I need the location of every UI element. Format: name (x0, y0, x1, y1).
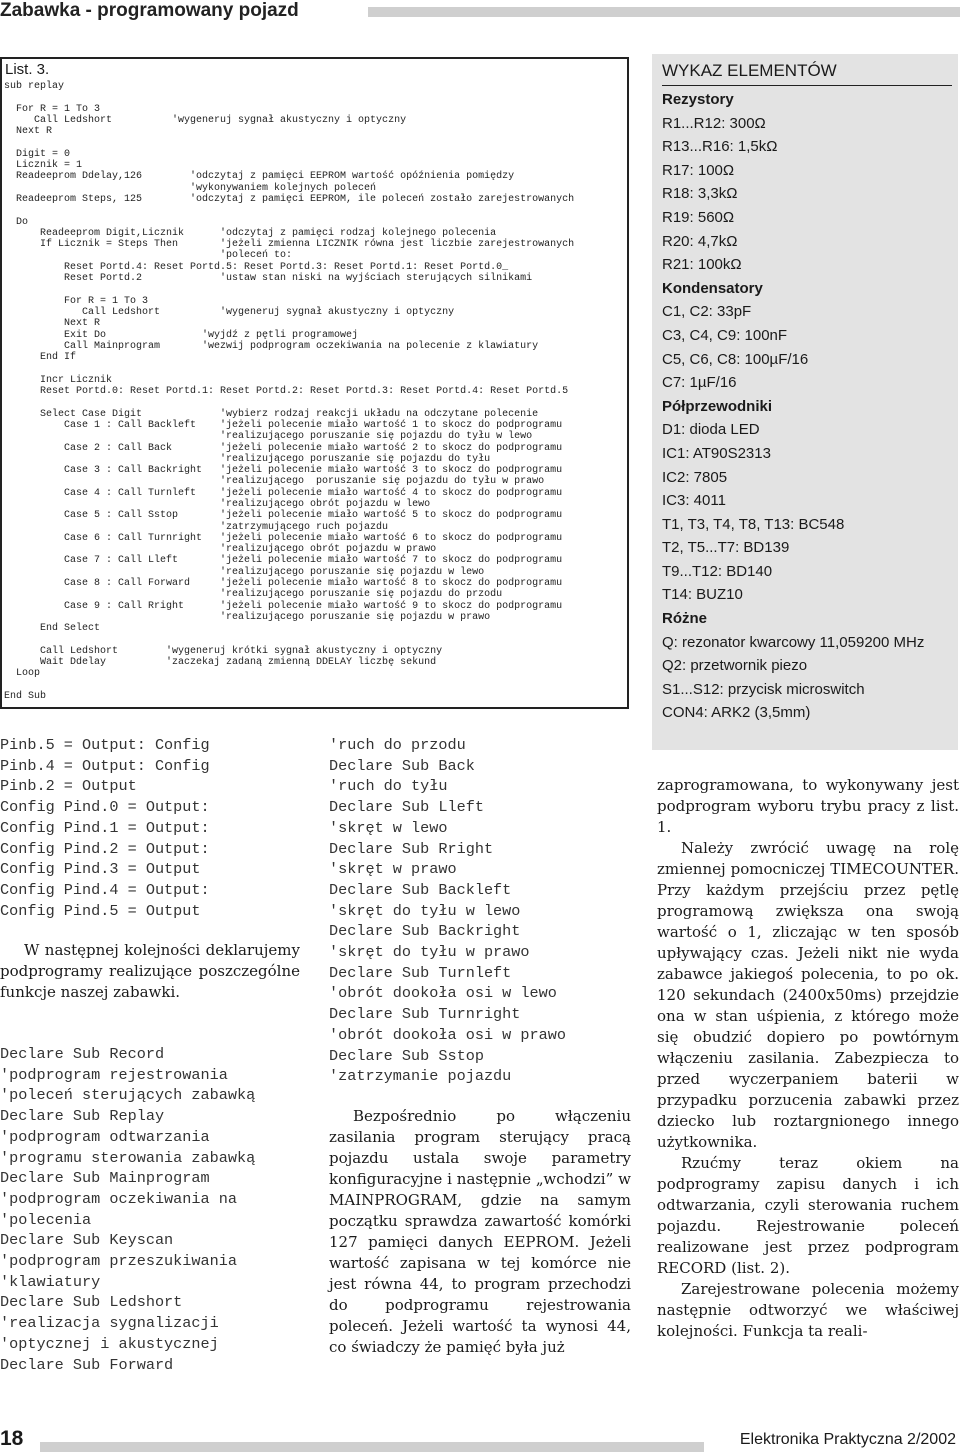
code-line: Declare Sub Sstop (329, 1046, 484, 1065)
code-line: 'skręt do tyłu w lewo (329, 901, 521, 920)
col1-config-code (0, 735, 210, 921)
parts-item: C7: 1µF/16 (662, 374, 737, 392)
code-line: 'podprogram odtwarzania (0, 1127, 210, 1146)
code-line: Pinb.4 = Output: Config (0, 756, 210, 775)
parts-item: R20: 4,7kΩ (662, 232, 738, 250)
col2-prose (329, 1106, 631, 1358)
code-line: 'skręt w lewo (329, 818, 448, 837)
parts-item: R21: 100kΩ (662, 256, 742, 274)
parts-list-rule (662, 85, 952, 86)
paragraph: Należy zwrócić uwagę na rolę zmiennej pomocniczej TIMECOUNTER. Przy każdym przejściu przez pętlę programową zwiększa ona swoją wartość o 1, zliczając w ten sposób upływający czas. Jeżeli nikt nie wyda zabawce jakiegoś polecenia, to po ok. 120 sekundach (2400x50ms) przejdzie ona w stan uśpienia, z którego może się obudzić dopiero po powtórnym włączeniu zasilania. Zabezpiecza to przed wyczerpaniem baterii w przypadku porzucenia zabawki przez dziecko lub roztargnionego innego użytkownika. (657, 839, 959, 1151)
code-line: Config Pind.5 = Output (0, 901, 201, 920)
code-line: 'poleceń sterujących zabawką (0, 1086, 256, 1105)
code-line: Declare Sub Keyscan (0, 1231, 174, 1250)
code-line: 'podprogram przeszukiwania (0, 1252, 237, 1271)
code-line: Declare Sub Mainprogram (0, 1169, 210, 1188)
parts-item: C1, C2: 33pF (662, 303, 752, 321)
listing-3-box (0, 57, 629, 709)
code-line: 'programu sterowania zabawką (0, 1148, 256, 1167)
page-number: 18 (0, 1427, 24, 1450)
parts-item: R18: 3,3kΩ (662, 185, 738, 203)
code-line: Config Pind.3 = Output (0, 860, 201, 879)
code-line: Config Pind.4 = Output: (0, 880, 210, 899)
parts-item: Q2: przetwornik piezo (662, 657, 808, 675)
code-line: 'skręt do tyłu w prawo (329, 943, 530, 962)
code-line: 'klawiatury (0, 1272, 101, 1291)
parts-item: Q: rezonator kwarcowy 11,059200 MHz (662, 633, 925, 651)
parts-list (662, 88, 954, 725)
code-line: 'obrót dookoła osi w prawo (329, 1025, 566, 1044)
code-line: 'zatrzymanie pojazdu (329, 1067, 512, 1086)
parts-item: CON4: ARK2 (3,5mm) (662, 704, 811, 722)
paragraph: Bezpośrednio po włączeniu zasilania program sterujący pracą pojazdu ustala swoje parametry konfiguracyjne i następnie „wchodzi” w MAINPROGRAM, gdzie na samym początku sprawdza zawartość komórki 127 pamięci danych EEPROM. Jeżeli wartość zapisana w tej komórce nie jest równa 44, to program przechodzi do podprogramu rejestrowania poleceń. Jeżeli wartość ta wynosi 44, co świadczy że pamięć była już (329, 1107, 631, 1356)
code-line: Declare Sub Lleft (329, 798, 484, 817)
parts-item: T9...T12: BD140 (662, 562, 773, 580)
code-line: Declare Sub Backleft (329, 880, 512, 899)
paragraph: Rzućmy teraz okiem na podprogramy zapisu danych i ich odtwarzania, czyli sterowania ruchem pojazdu. Rejestrowanie poleceń realizowane jest przez podprogram RECORD (list. 2). (657, 1154, 959, 1277)
header-rule (368, 7, 960, 17)
parts-item: T2, T5...T7: BD139 (662, 539, 790, 557)
magazine-name: Elektronika Praktyczna 2/2002 (739, 1431, 956, 1448)
listing-code: sub replay For R = 1 To 3 Call Ledshort 'wygeneruj sygnał akustyczny i optyczny Next R Digit = 0 Licznik = 1 Readeeprom Ddelay,126 'odczytaj z pamięci EEPROM wartość opóźnienia pomiędzy 'wykonywaniem kolejnych poleceń Readeeprom Steps, 125 'odczytaj z pamięci EEPROM, ile poleceń zostało zarejestrowanych Do Readeeprom Digit,Licznik 'odczytaj z pamięci rodzaj kolejnego polecenia If Licznik = Steps Then 'jeżeli zmienna LICZNIK równa jest liczbie zarejestrowanych 'poleceń to: Reset Portd.4: Reset Portd.5: Reset Portd.3: Reset Portd.1: Reset Portd.0_ Reset Portd.2 'ustaw stan niski na wyjściach sterujących silnikami For R = 1 To 3 Call Ledshort 'wygeneruj sygnał akustyczny i optyczny Next R Exit Do 'wyjdź z pętli programowej Call Mainprogram 'wezwij podprogram oczekiwania na polecenie z klawiatury End If Incr Licznik Reset Portd.0: Reset Portd.1: Reset Portd.2: Reset Portd.3: Reset Portd.4: Reset Portd.5 Select Case Digit 'wybierz rodzaj reakcji układu na odczytane polecenie Case 1 : Call Backleft 'jeżeli polecenie miało wartość 1 to skocz do podprogramu 'realizującego poruszanie się pojazdu do tyłu w lewo Case 2 : Call Back 'jeżeli polecenie miało wartość 2 to skocz do podprogramu 'realizującego poruszanie się pojazdu do tyłu Case 3 : Call Backright 'jeżeli polecenie miało wartość 3 to skocz do podprogramu 'realizującego poruszanie się pojazdu do tyłu w prawo Case 4 : Call Turnleft 'jeżeli polecenie miało wartość 4 to skocz do podprogramu 'realizującego obrót pojazdu w lewo Case 5 : Call Sstop 'jeżeli polecenie miało wartość 5 to skocz do podprogramu 'zatrzymującego ruch pojazdu Case 6 : Call Turnright 'jeżeli polecenie miało wartość 6 to skocz do podprogramu 'realizującego obrót pojazdu w prawo Case 7 : Call Lleft 'jeżeli polecenie miało wartość 7 to skocz do podprogramu 'realizującego poruszanie się pojazdu w lewo Case 8 : Call Forward 'jeżeli polecenie miało wartość 8 to skocz do podprogramu 'realizującego poruszanie się pojazdu do przodu Case 9 : Call Rright 'jeżeli polecenie miało wartość 9 to skocz do podprogramu 'realizującego poruszanie się pojazdu w prawo End Select Call Ledshort 'wygeneruj krótki sygnał akustyczny i optyczny Wait Ddelay 'zaczekaj zadaną zmienną DDELAY liczbę sekund Loop End Sub (4, 81, 575, 703)
code-line: 'polecenia (0, 1210, 92, 1229)
col2-declarations (329, 735, 566, 1087)
code-line: Config Pind.0 = Output: (0, 798, 210, 817)
code-line: 'realizacja sygnalizacji (0, 1314, 219, 1333)
parts-item: T14: BUZ10 (662, 586, 743, 604)
paragraph: W następnej kolejności deklarujemy podprogramy realizujące poszczególne funkcje naszej zabawki. (0, 941, 300, 1001)
parts-item: IC1: AT90S2313 (662, 444, 771, 462)
paragraph: Zarejestrowane polecenia możemy następnie odtworzyć we właściwej kolejności. Funkcja ta reali- (657, 1280, 959, 1340)
code-line: Declare Sub Record (0, 1045, 165, 1063)
col3-prose (657, 775, 959, 1342)
col1-declarations (0, 1044, 255, 1375)
code-line: 'ruch do przodu (329, 736, 466, 754)
code-line: 'podprogram oczekiwania na (0, 1189, 237, 1208)
parts-item: S1...S12: przycisk microswitch (662, 680, 865, 698)
col1-prose (0, 940, 300, 1003)
parts-category: Rezystory (662, 91, 734, 108)
code-line: Pinb.2 = Output (0, 777, 137, 796)
code-line: Declare Sub Turnleft (329, 963, 512, 982)
parts-category: Kondensatory (662, 279, 763, 297)
code-line: 'ruch do tyłu (329, 777, 448, 796)
code-line: Config Pind.1 = Output: (0, 818, 210, 837)
code-line: 'podprogram rejestrowania (0, 1065, 228, 1084)
code-line: Declare Sub Ledshort (0, 1293, 183, 1312)
code-line: Config Pind.2 = Output: (0, 839, 210, 858)
paragraph: zaprogramowana, to wykonywany jest podprogram wyboru trybu pracy z list. 1. (657, 776, 959, 836)
listing-title: List. 3. (5, 61, 50, 78)
parts-list-title: WYKAZ ELEMENTÓW (662, 61, 837, 80)
code-line: Declare Sub Backright (329, 922, 521, 941)
parts-item: D1: dioda LED (662, 421, 760, 439)
parts-list-box (652, 54, 958, 750)
parts-item: R17: 100Ω (662, 161, 735, 179)
code-line: Declare Sub Replay (0, 1107, 165, 1126)
code-line: 'obrót dookoła osi w lewo (329, 984, 557, 1003)
code-line: Pinb.5 = Output: Config (0, 736, 210, 754)
code-line: Declare Sub Turnright (329, 1005, 521, 1024)
footer-bar (40, 1442, 704, 1452)
parts-item: R19: 560Ω (662, 208, 735, 226)
parts-item: IC2: 7805 (662, 468, 728, 486)
parts-category: Różne (662, 610, 707, 628)
parts-item: IC3: 4011 (662, 492, 726, 510)
parts-item: R1...R12: 300Ω (662, 114, 766, 132)
parts-category: Półprzewodniki (662, 397, 773, 415)
code-line: 'skręt w prawo (329, 860, 457, 879)
code-line: 'optycznej i akustycznej (0, 1334, 219, 1353)
parts-item: T1, T3, T4, T8, T13: BC548 (662, 515, 845, 533)
header-title: Zabawka - programowany pojazd (0, 0, 299, 21)
code-line: Declare Sub Back (329, 756, 475, 775)
code-line: Declare Sub Rright (329, 839, 494, 858)
parts-item: C3, C4, C9: 100nF (662, 326, 788, 344)
code-line: Declare Sub Forward (0, 1355, 174, 1374)
parts-item: R13...R16: 1,5kΩ (662, 138, 778, 156)
parts-item: C5, C6, C8: 100µF/16 (662, 350, 809, 368)
